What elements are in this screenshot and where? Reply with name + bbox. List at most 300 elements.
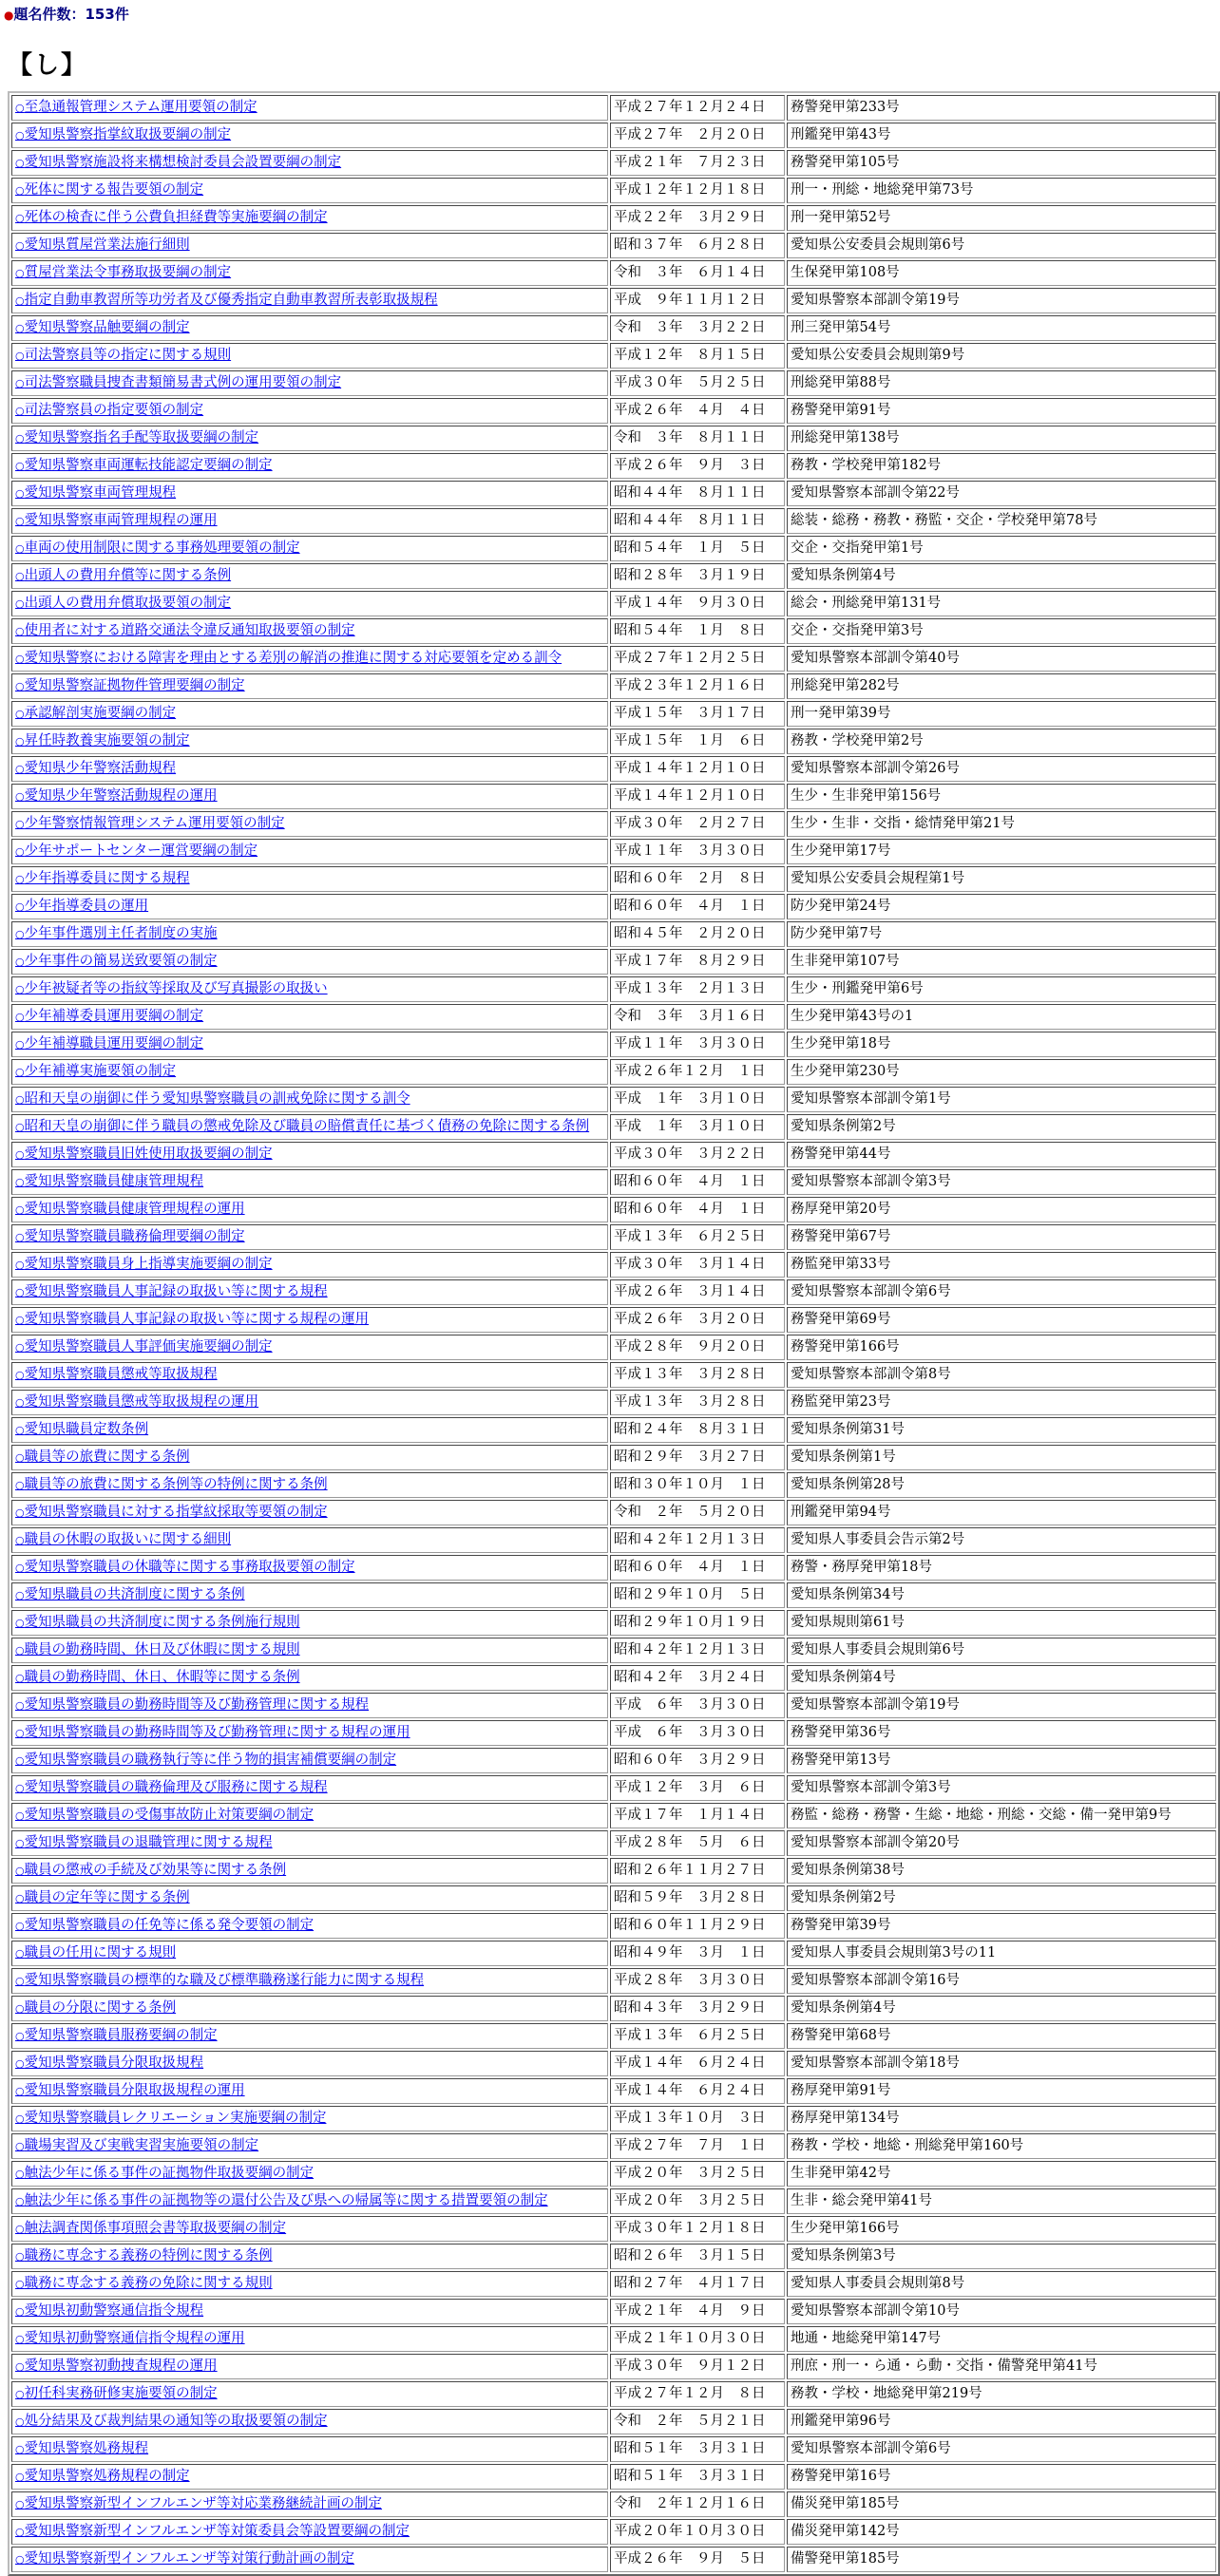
circle-bullet-icon: ○ (15, 570, 25, 582)
circle-bullet-icon: ○ (15, 1231, 25, 1243)
regulation-title-cell (11, 205, 608, 231)
regulation-title-link[interactable] (15, 899, 148, 914)
document-number-cell: 愛知県人事委員会告示第2号 (787, 1527, 1216, 1553)
enactment-date-cell: 平成２６年 ９月 ３日 (610, 453, 785, 479)
document-number-cell: 務警・務厚発甲第18号 (787, 1555, 1216, 1581)
regulation-title-cell (11, 1445, 608, 1470)
regulation-title-link[interactable] (15, 1780, 328, 1795)
regulation-title-text: 愛知県少年警察活動規程 (24, 761, 177, 776)
document-number-cell: 愛知県警察本部訓令第6号 (787, 2436, 1216, 2462)
document-number-cell: 愛知県警察本部訓令第3号 (787, 1169, 1216, 1195)
table-row (11, 2188, 1216, 2214)
circle-bullet-icon: ○ (15, 1341, 25, 1354)
regulation-title-text: 愛知県警察車両運転技能認定要綱の制定 (24, 458, 273, 473)
regulation-title-link[interactable] (15, 182, 203, 198)
enactment-date-cell: 平成１３年 ３月２８日 (610, 1362, 785, 1388)
regulation-title-link[interactable] (15, 2193, 548, 2208)
regulation-title-text: 職務に専念する義務の特例に関する条例 (24, 2248, 273, 2263)
regulation-title-text: 愛知県警察における障害を理由とする差別の解消の推進に関する対応要領を定める訓令 (24, 651, 562, 666)
regulation-title-cell (11, 2271, 608, 2297)
circle-bullet-icon: ○ (15, 542, 25, 555)
regulation-title-link[interactable] (15, 1973, 424, 1988)
document-number-cell: 務警発甲第13号 (787, 1748, 1216, 1773)
circle-bullet-icon: ○ (15, 2168, 25, 2180)
regulation-title-link[interactable] (15, 155, 341, 170)
document-number-cell: 生少発甲第230号 (787, 1059, 1216, 1085)
document-number-cell: 愛知県人事委員会規則第6号 (787, 1638, 1216, 1663)
regulation-table-body (11, 95, 1216, 2572)
regulation-title-link[interactable] (15, 568, 231, 583)
circle-bullet-icon: ○ (15, 2471, 25, 2483)
table-row (11, 508, 1216, 534)
enactment-date-cell: 平成３０年 ９月１２日 (610, 2354, 785, 2379)
table-row (11, 2244, 1216, 2269)
regulation-title-text: 愛知県警察職員人事記録の取扱い等に関する規程 (24, 1284, 328, 1299)
regulation-title-link[interactable] (15, 100, 257, 115)
regulation-title-text: 愛知県職員の共済制度に関する条例施行規則 (24, 1615, 300, 1630)
regulation-title-cell (11, 178, 608, 203)
regulation-title-link[interactable] (15, 1202, 245, 1217)
regulation-title-cell (11, 2161, 608, 2187)
regulation-title-cell (11, 2464, 608, 2490)
regulation-title-link[interactable] (15, 2524, 410, 2539)
regulation-title-cell (11, 536, 608, 561)
enactment-date-cell: 平成１２年１２月１８日 (610, 178, 785, 203)
regulation-title-link[interactable] (15, 2551, 354, 2567)
regulation-title-link[interactable] (15, 1312, 369, 1327)
regulation-title-link[interactable] (15, 981, 328, 996)
regulation-title-cell (11, 2023, 608, 2049)
table-row (11, 894, 1216, 919)
circle-bullet-icon: ○ (15, 1809, 25, 1822)
table-row (11, 1197, 1216, 1222)
regulation-title-link[interactable] (15, 1752, 396, 1768)
regulation-title-text: 愛知県警察職員分限取扱規程の運用 (24, 2083, 245, 2098)
regulation-title-cell (11, 2244, 608, 2269)
table-row (11, 1390, 1216, 1415)
circle-bullet-icon: ○ (15, 1506, 25, 1519)
regulation-title-cell (11, 315, 608, 341)
enactment-date-cell: 平成１３年 ２月１３日 (610, 976, 785, 1002)
enactment-date-cell: 平成１４年 ９月３０日 (610, 591, 785, 616)
regulation-title-link[interactable] (15, 2276, 273, 2291)
regulation-title-link[interactable] (15, 1670, 300, 1685)
enactment-date-cell: 平成２７年１２月２４日 (610, 95, 785, 121)
table-row (11, 1748, 1216, 1773)
regulation-title-link[interactable] (15, 1036, 203, 1051)
regulation-title-cell (11, 370, 608, 396)
regulation-title-link[interactable] (15, 1146, 273, 1162)
document-number-cell: 愛知県公安委員会規程第1号 (787, 866, 1216, 892)
document-number-cell: 愛知県警察本部訓令第20号 (787, 1830, 1216, 1856)
regulation-title-link[interactable] (15, 2138, 258, 2153)
document-number-cell: 愛知県条例第4号 (787, 1665, 1216, 1691)
regulation-title-link[interactable] (15, 761, 176, 776)
regulation-title-link[interactable] (15, 2441, 148, 2456)
regulation-title-cell (11, 288, 608, 313)
table-row (11, 839, 1216, 864)
regulation-title-link[interactable] (15, 2248, 273, 2263)
regulation-title-link[interactable] (15, 1918, 314, 1933)
regulation-title-link[interactable] (15, 706, 176, 721)
regulation-title-link[interactable] (15, 2386, 218, 2401)
regulation-title-link[interactable] (15, 2055, 203, 2071)
regulation-title-cell (11, 2106, 608, 2131)
table-row (11, 1665, 1216, 1691)
regulation-title-link[interactable] (15, 540, 300, 556)
document-number-cell: 備災発甲第185号 (787, 2491, 1216, 2517)
regulation-title-link[interactable] (15, 1697, 369, 1713)
table-row (11, 1114, 1216, 1140)
enactment-date-cell: 平成１４年 ６月２４日 (610, 2078, 785, 2104)
table-row (11, 646, 1216, 672)
table-row (11, 260, 1216, 286)
regulation-title-link[interactable] (15, 127, 231, 142)
table-row (11, 1362, 1216, 1388)
table-row (11, 370, 1216, 396)
regulation-title-cell (11, 1775, 608, 1801)
regulation-title-link[interactable] (15, 1615, 300, 1630)
regulation-title-link[interactable] (15, 458, 273, 473)
regulation-title-text: 愛知県警察職員の職務倫理及び服務に関する規程 (24, 1780, 328, 1795)
regulation-title-link[interactable] (15, 1863, 286, 1878)
regulation-title-link[interactable] (15, 1422, 148, 1437)
document-number-cell: 愛知県条例第4号 (787, 1996, 1216, 2021)
regulation-title-link[interactable] (15, 623, 355, 638)
regulation-title-text: 愛知県警察職員に対する指掌紋採取等要領の制定 (24, 1505, 328, 1520)
regulation-title-link[interactable] (15, 1257, 273, 1272)
regulation-title-link[interactable] (15, 954, 218, 969)
regulation-title-link[interactable] (15, 2414, 328, 2429)
table-row (11, 2299, 1216, 2324)
regulation-title-link[interactable] (15, 1505, 328, 1520)
document-number-cell: 務監発甲第23号 (787, 1390, 1216, 1415)
regulation-title-cell (11, 2051, 608, 2076)
document-number-cell: 務警発甲第233号 (787, 95, 1216, 121)
enactment-date-cell: 昭和３７年 ６月２８日 (610, 233, 785, 258)
regulation-title-link[interactable] (15, 2028, 218, 2043)
document-number-cell: 生少発甲第17号 (787, 839, 1216, 864)
circle-bullet-icon: ○ (15, 2498, 25, 2510)
regulation-title-cell (11, 1527, 608, 1553)
regulation-title-text: 愛知県職員定数条例 (24, 1422, 149, 1437)
regulation-title-text: 死体に関する報告要領の制定 (24, 182, 204, 198)
regulation-title-link[interactable] (15, 375, 341, 390)
table-row (11, 701, 1216, 727)
regulation-title-cell (11, 1610, 608, 1636)
regulation-title-link[interactable] (15, 1477, 328, 1492)
table-row (11, 2464, 1216, 2490)
enactment-date-cell: 昭和４２年 ３月２４日 (610, 1665, 785, 1691)
regulation-title-text: 愛知県初動警察通信指令規程 (24, 2303, 204, 2319)
document-number-cell: 愛知県公安委員会規則第9号 (787, 343, 1216, 369)
enactment-date-cell: 平成１３年１０月 ３日 (610, 2106, 785, 2131)
regulation-title-link[interactable] (15, 1119, 589, 1134)
regulation-title-cell (11, 1169, 608, 1195)
document-number-cell: 愛知県警察本部訓令第19号 (787, 288, 1216, 313)
document-number-cell: 務教・学校・地総発甲第219号 (787, 2381, 1216, 2407)
regulation-title-link[interactable] (15, 2000, 176, 2016)
circle-bullet-icon: ○ (15, 184, 25, 197)
regulation-title-text: 触法少年に係る事件の証拠物件取扱要綱の制定 (24, 2166, 315, 2181)
regulation-title-text: 愛知県警察職員健康管理規程の運用 (24, 1202, 245, 1217)
regulation-title-link[interactable] (15, 678, 245, 693)
document-number-cell: 防少発甲第7号 (787, 921, 1216, 947)
regulation-title-cell (11, 1197, 608, 1222)
table-row (11, 2133, 1216, 2159)
enactment-date-cell: 平成２７年 ２月２０日 (610, 123, 785, 148)
document-number-cell: 愛知県警察本部訓令第18号 (787, 2051, 1216, 2076)
regulation-title-cell (11, 508, 608, 534)
document-number-cell: 生保発甲第108号 (787, 260, 1216, 286)
regulation-title-text: 出頭人の費用弁償取扱要領の制定 (24, 596, 232, 611)
document-number-cell: 務教・学校・地総・刑総発甲第160号 (787, 2133, 1216, 2159)
circle-bullet-icon: ○ (15, 1038, 25, 1051)
regulation-title-text: 愛知県警察初動捜査規程の運用 (24, 2358, 218, 2374)
circle-bullet-icon: ○ (15, 1865, 25, 1877)
document-number-cell: 愛知県警察本部訓令第22号 (787, 481, 1216, 506)
regulation-title-link[interactable] (15, 733, 190, 748)
regulation-title-link[interactable] (15, 1064, 176, 1079)
regulation-title-link[interactable] (15, 485, 176, 501)
regulation-title-link[interactable] (15, 2083, 245, 2098)
regulation-title-cell (11, 2299, 608, 2324)
regulation-title-text: 職員の休暇の取扱いに関する細則 (24, 1532, 232, 1547)
circle-bullet-icon: ○ (15, 625, 25, 637)
document-number-cell: 刑一・刑総・地総発甲第73号 (787, 178, 1216, 203)
regulation-title-text: 少年被疑者等の指紋等採取及び写真撮影の取扱い (24, 981, 328, 996)
enactment-date-cell: 昭和４２年１２月１３日 (610, 1638, 785, 1663)
regulation-title-link[interactable] (15, 210, 328, 225)
circle-bullet-icon: ○ (15, 1727, 25, 1739)
table-row (11, 1555, 1216, 1581)
regulation-title-link[interactable] (15, 2303, 203, 2319)
regulation-title-link[interactable] (15, 1284, 328, 1299)
regulation-title-link[interactable] (15, 1808, 314, 1823)
table-row (11, 563, 1216, 589)
enactment-date-cell: 令和 ３年 ３月１６日 (610, 1004, 785, 1030)
regulation-title-text: 愛知県警察職員職務倫理要綱の制定 (24, 1229, 245, 1244)
enactment-date-cell: 平成２７年１２月２５日 (610, 646, 785, 672)
regulation-title-cell (11, 811, 608, 837)
document-number-cell: 愛知県条例第34号 (787, 1582, 1216, 1608)
table-row (11, 1885, 1216, 1911)
regulation-title-link[interactable] (15, 2358, 218, 2374)
regulation-title-cell (11, 1858, 608, 1884)
regulation-title-text: 愛知県警察職員懲戒等取扱規程の運用 (24, 1394, 259, 1410)
table-row (11, 591, 1216, 616)
regulation-title-text: 愛知県警察職員旧姓使用取扱要綱の制定 (24, 1146, 273, 1162)
circle-bullet-icon: ○ (15, 2250, 25, 2263)
regulation-title-link[interactable] (15, 2331, 245, 2346)
document-number-cell: 愛知県条例第2号 (787, 1114, 1216, 1140)
circle-bullet-icon: ○ (15, 1259, 25, 1271)
regulation-title-text: 承認解剖実施要綱の制定 (24, 706, 177, 721)
table-row (11, 453, 1216, 479)
enactment-date-cell: 平成２８年 ９月２０日 (610, 1335, 785, 1360)
table-row (11, 1610, 1216, 1636)
circle-bullet-icon: ○ (15, 2553, 25, 2566)
regulation-title-text: 愛知県警察職員の勤務時間等及び勤務管理に関する規程 (24, 1697, 370, 1713)
regulation-title-link[interactable] (15, 1560, 355, 1575)
regulation-title-link[interactable] (15, 2496, 382, 2511)
regulation-title-link[interactable] (15, 237, 190, 253)
document-number-cell: 務警発甲第68号 (787, 2023, 1216, 2049)
regulation-title-link[interactable] (15, 1945, 176, 1960)
regulation-title-link[interactable] (15, 1890, 190, 1905)
regulation-title-link[interactable] (15, 1532, 231, 1547)
regulation-title-link[interactable] (15, 1367, 218, 1382)
regulation-title-link[interactable] (15, 1642, 300, 1657)
circle-bullet-icon: ○ (15, 928, 25, 940)
circle-bullet-icon: ○ (15, 267, 25, 279)
circle-bullet-icon: ○ (15, 1176, 25, 1188)
circle-bullet-icon: ○ (15, 2526, 25, 2538)
regulation-title-link[interactable] (15, 1587, 245, 1602)
regulation-title-text: 愛知県警察証拠物件管理要綱の制定 (24, 678, 245, 693)
regulation-title-cell (11, 921, 608, 947)
enactment-date-cell: 平成１５年 １月 ６日 (610, 729, 785, 754)
document-number-cell: 生少・刑鑑発甲第6号 (787, 976, 1216, 1002)
regulation-title-text: 愛知県警察職員分限取扱規程 (24, 2055, 204, 2071)
regulation-title-text: 職員等の旅費に関する条例 (24, 1449, 190, 1465)
table-row (11, 205, 1216, 231)
document-number-cell: 愛知県人事委員会規則第3号の11 (787, 1941, 1216, 1966)
circle-bullet-icon: ○ (15, 1617, 25, 1629)
table-row (11, 673, 1216, 699)
circle-bullet-icon: ○ (15, 1424, 25, 1436)
regulation-title-link[interactable] (15, 1725, 410, 1740)
regulation-title-cell (11, 701, 608, 727)
circle-bullet-icon: ○ (15, 129, 25, 142)
regulation-title-cell (11, 1417, 608, 1443)
enactment-date-cell: 平成２７年１２月 ８日 (610, 2381, 785, 2407)
circle-bullet-icon: ○ (15, 322, 25, 334)
table-row (11, 150, 1216, 176)
circle-bullet-icon: ○ (15, 377, 25, 389)
enactment-date-cell: 平成３０年 ２月２７日 (610, 811, 785, 837)
regulation-title-link[interactable] (15, 320, 190, 335)
regulation-title-text: 昭和天皇の崩御に伴う職員の懲戒免除及び職員の賠償責任に基づく債務の免除に関する条例 (24, 1119, 590, 1134)
regulation-title-link[interactable] (15, 265, 231, 280)
circle-bullet-icon: ○ (15, 102, 25, 114)
regulation-title-cell (11, 1004, 608, 1030)
regulation-title-link[interactable] (15, 1449, 190, 1465)
table-row (11, 618, 1216, 644)
regulation-title-text: 少年補導委員運用要綱の制定 (24, 1009, 204, 1024)
table-row (11, 178, 1216, 203)
regulation-title-link[interactable] (15, 596, 231, 611)
enactment-date-cell: 平成１１年 ３月３０日 (610, 1032, 785, 1057)
enactment-date-cell: 平成２６年 ３月２０日 (610, 1307, 785, 1333)
enactment-date-cell: 昭和２９年１０月１９日 (610, 1610, 785, 1636)
document-number-cell: 務監・総務・務警・生総・地総・刑総・交総・備一発甲第9号 (787, 1803, 1216, 1828)
enactment-date-cell: 昭和６０年 ４月 １日 (610, 894, 785, 919)
document-number-cell: 務監発甲第33号 (787, 1252, 1216, 1278)
regulation-title-link[interactable] (15, 2469, 190, 2484)
enactment-date-cell: 平成３０年１２月１８日 (610, 2216, 785, 2242)
table-row (11, 2161, 1216, 2187)
regulation-title-text: 職場実習及び実戦実習実施要領の制定 (24, 2138, 259, 2153)
regulation-title-text: 職員等の旅費に関する条例等の特例に関する条例 (24, 1477, 328, 1492)
regulation-title-link[interactable] (15, 816, 285, 831)
regulation-title-text: 愛知県質屋営業法施行細則 (24, 237, 190, 253)
document-number-cell: 愛知県警察本部訓令第1号 (787, 1087, 1216, 1112)
circle-bullet-icon: ○ (15, 1451, 25, 1464)
regulation-title-link[interactable] (15, 2166, 314, 2181)
enactment-date-cell: 平成 １年 ３月１０日 (610, 1087, 785, 1112)
circle-bullet-icon: ○ (15, 845, 25, 858)
regulation-title-text: 指定自動車教習所等功労者及び優秀指定自動車教習所表彰取扱規程 (24, 293, 438, 308)
circle-bullet-icon: ○ (15, 1369, 25, 1381)
regulation-title-cell (11, 1224, 608, 1250)
document-number-cell: 愛知県警察本部訓令第10号 (787, 2299, 1216, 2324)
regulation-title-text: 愛知県警察処務規程の制定 (24, 2469, 190, 2484)
regulation-title-link[interactable] (15, 843, 257, 859)
document-number-cell: 交企・交指発甲第1号 (787, 536, 1216, 561)
regulation-title-link[interactable] (15, 871, 190, 886)
enactment-date-cell: 昭和２８年 ３月１９日 (610, 563, 785, 589)
enactment-date-cell: 平成 ９年１１月１２日 (610, 288, 785, 313)
regulation-title-cell (11, 2519, 608, 2545)
regulation-title-link[interactable] (15, 403, 203, 418)
regulation-title-link[interactable] (15, 430, 258, 445)
regulation-title-text: 使用者に対する道路交通法令違反通知取扱要領の制定 (24, 623, 355, 638)
regulation-title-link[interactable] (15, 651, 562, 666)
document-number-cell: 愛知県警察本部訓令第40号 (787, 646, 1216, 672)
regulation-title-cell (11, 673, 608, 699)
table-row (11, 921, 1216, 947)
document-number-cell: 務厚発甲第134号 (787, 2106, 1216, 2131)
regulation-title-link[interactable] (15, 1229, 245, 1244)
table-row (11, 1638, 1216, 1663)
regulation-title-text: 愛知県警察指名手配等取扱要綱の制定 (24, 430, 259, 445)
regulation-title-cell (11, 646, 608, 672)
regulation-title-link[interactable] (15, 1835, 273, 1850)
regulation-title-text: 愛知県警察職員の受傷事故防止対策要綱の制定 (24, 1808, 315, 1823)
circle-bullet-icon: ○ (15, 515, 25, 527)
document-number-cell: 務警発甲第16号 (787, 2464, 1216, 2490)
regulation-title-link[interactable] (15, 2221, 286, 2236)
circle-bullet-icon: ○ (15, 983, 25, 995)
regulation-title-link[interactable] (15, 1339, 273, 1354)
enactment-date-cell: 平成２６年 ９月 ５日 (610, 2547, 785, 2572)
regulation-title-link[interactable] (15, 2111, 326, 2126)
circle-bullet-icon: ○ (15, 1286, 25, 1298)
document-number-cell: 愛知県条例第28号 (787, 1472, 1216, 1498)
regulation-title-link[interactable] (15, 513, 218, 528)
regulation-title-link[interactable] (15, 788, 218, 804)
table-row (11, 1720, 1216, 1746)
regulation-title-cell (11, 1252, 608, 1278)
regulation-title-cell (11, 1390, 608, 1415)
regulation-title-text: 愛知県警察職員の任免等に係る発令要領の制定 (24, 1918, 315, 1933)
regulation-title-link[interactable] (15, 1091, 410, 1107)
circle-bullet-icon: ○ (15, 1314, 25, 1326)
regulation-title-text: 少年指導委員に関する規程 (24, 871, 190, 886)
title-count (4, 4, 129, 24)
regulation-title-text: 愛知県警察車両管理規程 (24, 485, 177, 501)
table-row (11, 315, 1216, 341)
regulation-title-link[interactable] (15, 348, 231, 363)
regulation-title-link[interactable] (15, 1009, 203, 1024)
regulation-title-link[interactable] (15, 1174, 203, 1189)
circle-bullet-icon: ○ (15, 157, 25, 169)
regulation-title-cell (11, 784, 608, 809)
regulation-title-link[interactable] (15, 926, 218, 941)
regulation-title-link[interactable] (15, 1394, 258, 1410)
regulation-title-link[interactable] (15, 293, 438, 308)
